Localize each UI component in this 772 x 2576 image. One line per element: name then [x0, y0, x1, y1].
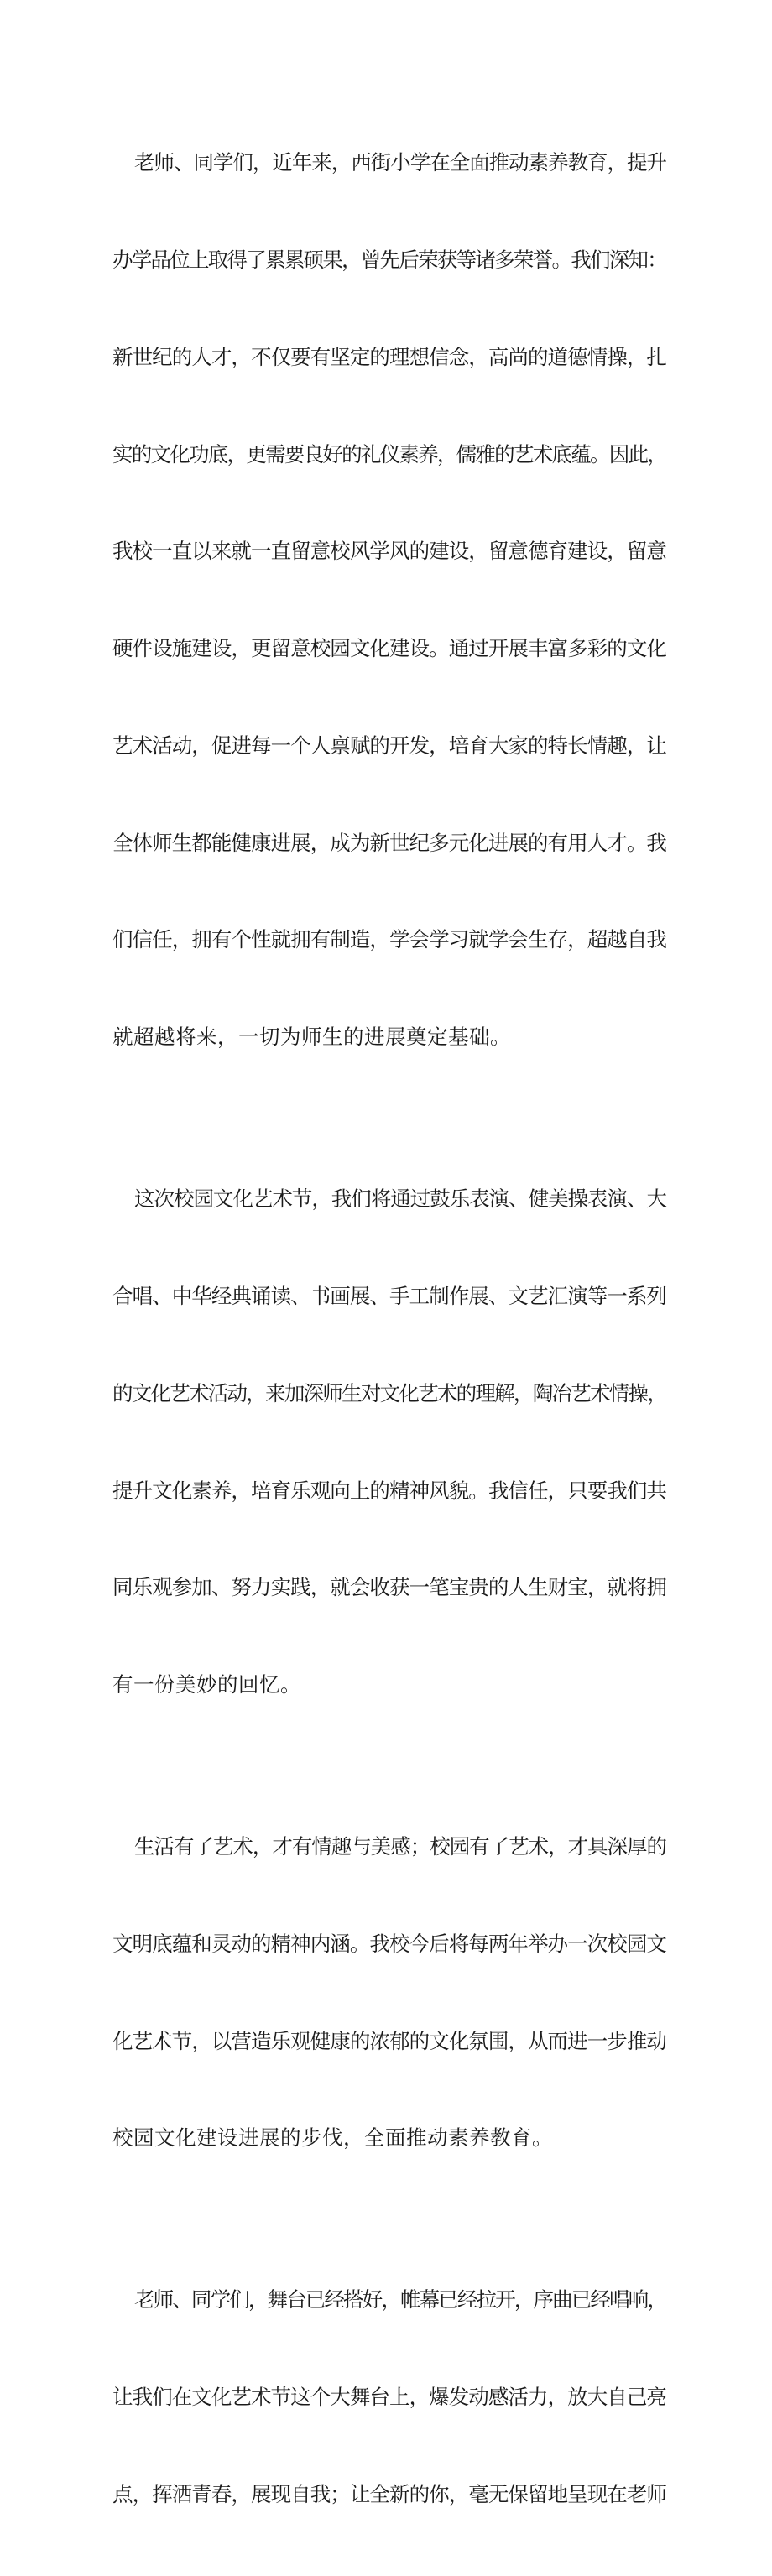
text-line: 的文化艺术活动，来加深师生对文化艺术的理解，陶冶艺术情操， — [112, 1380, 667, 1405]
paragraph-1 — [112, 82, 666, 1119]
text-line: 提升文化素养，培育乐观向上的精神风貌。我信任，只要我们共 — [112, 1478, 666, 1503]
text-line: 老师、同学们，近年来，西街小学在全面推动素养教育，提升 — [134, 150, 666, 175]
text-line: 生活有了艺术，才有情趣与美感；校园有了艺术，才具深厚的 — [134, 1834, 666, 1859]
text-line: 艺术活动，促进每一个人禀赋的开发，培育大家的特长情趣，让 — [112, 733, 666, 758]
text-line: 点，挥洒青春，展现自我；让全新的你，毫无保留地呈现在老师 — [112, 2481, 666, 2506]
paragraph-3 — [112, 1766, 666, 2219]
text-line: 校园文化建设进展的步伐，全面推动素养教育。 — [112, 2125, 553, 2151]
text-line: 化艺术节，以营造乐观健康的浓郁的文化氛围，从而进一步推动 — [112, 2028, 666, 2053]
paragraph-4 — [112, 2219, 666, 2576]
text-line: 就超越将来，一切为师生的进展奠定基础。 — [112, 1025, 511, 1050]
text-line: 合唱、中华经典诵读、书画展、手工制作展、文艺汇演等一系列 — [112, 1283, 666, 1308]
document-body — [112, 82, 666, 2576]
text-line: 老师、同学们，舞台已经搭好，帷幕已经拉开，序曲已经唱响， — [134, 2287, 667, 2313]
paragraph-2 — [112, 1119, 666, 1766]
text-line: 实的文化功底，更需要良好的礼仪素养，儒雅的艺术底蕴。因此， — [112, 441, 667, 467]
text-line: 全体师生都能健康进展，成为新世纪多元化进展的有用人才。我 — [112, 830, 666, 855]
text-line: 办学品位上取得了累累硕果，曾先后荣获等诸多荣誉。我们深知： — [112, 247, 667, 272]
text-line: 这次校园文化艺术节，我们将通过鼓乐表演、健美操表演、大 — [134, 1186, 666, 1212]
text-line: 同乐观参加、努力实践，就会收获一笔宝贵的人生财宝，就将拥 — [112, 1575, 666, 1600]
text-line: 有一份美妙的回忆。 — [112, 1672, 301, 1697]
text-line: 硬件设施建设，更留意校园文化建设。通过开展丰富多彩的文化 — [112, 636, 666, 661]
text-line: 文明底蕴和灵动的精神内涵。我校今后将每两年举办一次校园文 — [112, 1931, 666, 1956]
text-line: 新世纪的人才，不仅要有坚定的理想信念，高尚的道德情操，扎 — [112, 344, 666, 369]
text-line: 们信任，拥有个性就拥有制造，学会学习就学会生存，超越自我 — [112, 927, 666, 952]
text-line: 我校一直以来就一直留意校风学风的建设，留意德育建设，留意 — [112, 539, 666, 564]
text-line: 让我们在文化艺术节这个大舞台上，爆发动感活力，放大自己亮 — [112, 2385, 666, 2410]
